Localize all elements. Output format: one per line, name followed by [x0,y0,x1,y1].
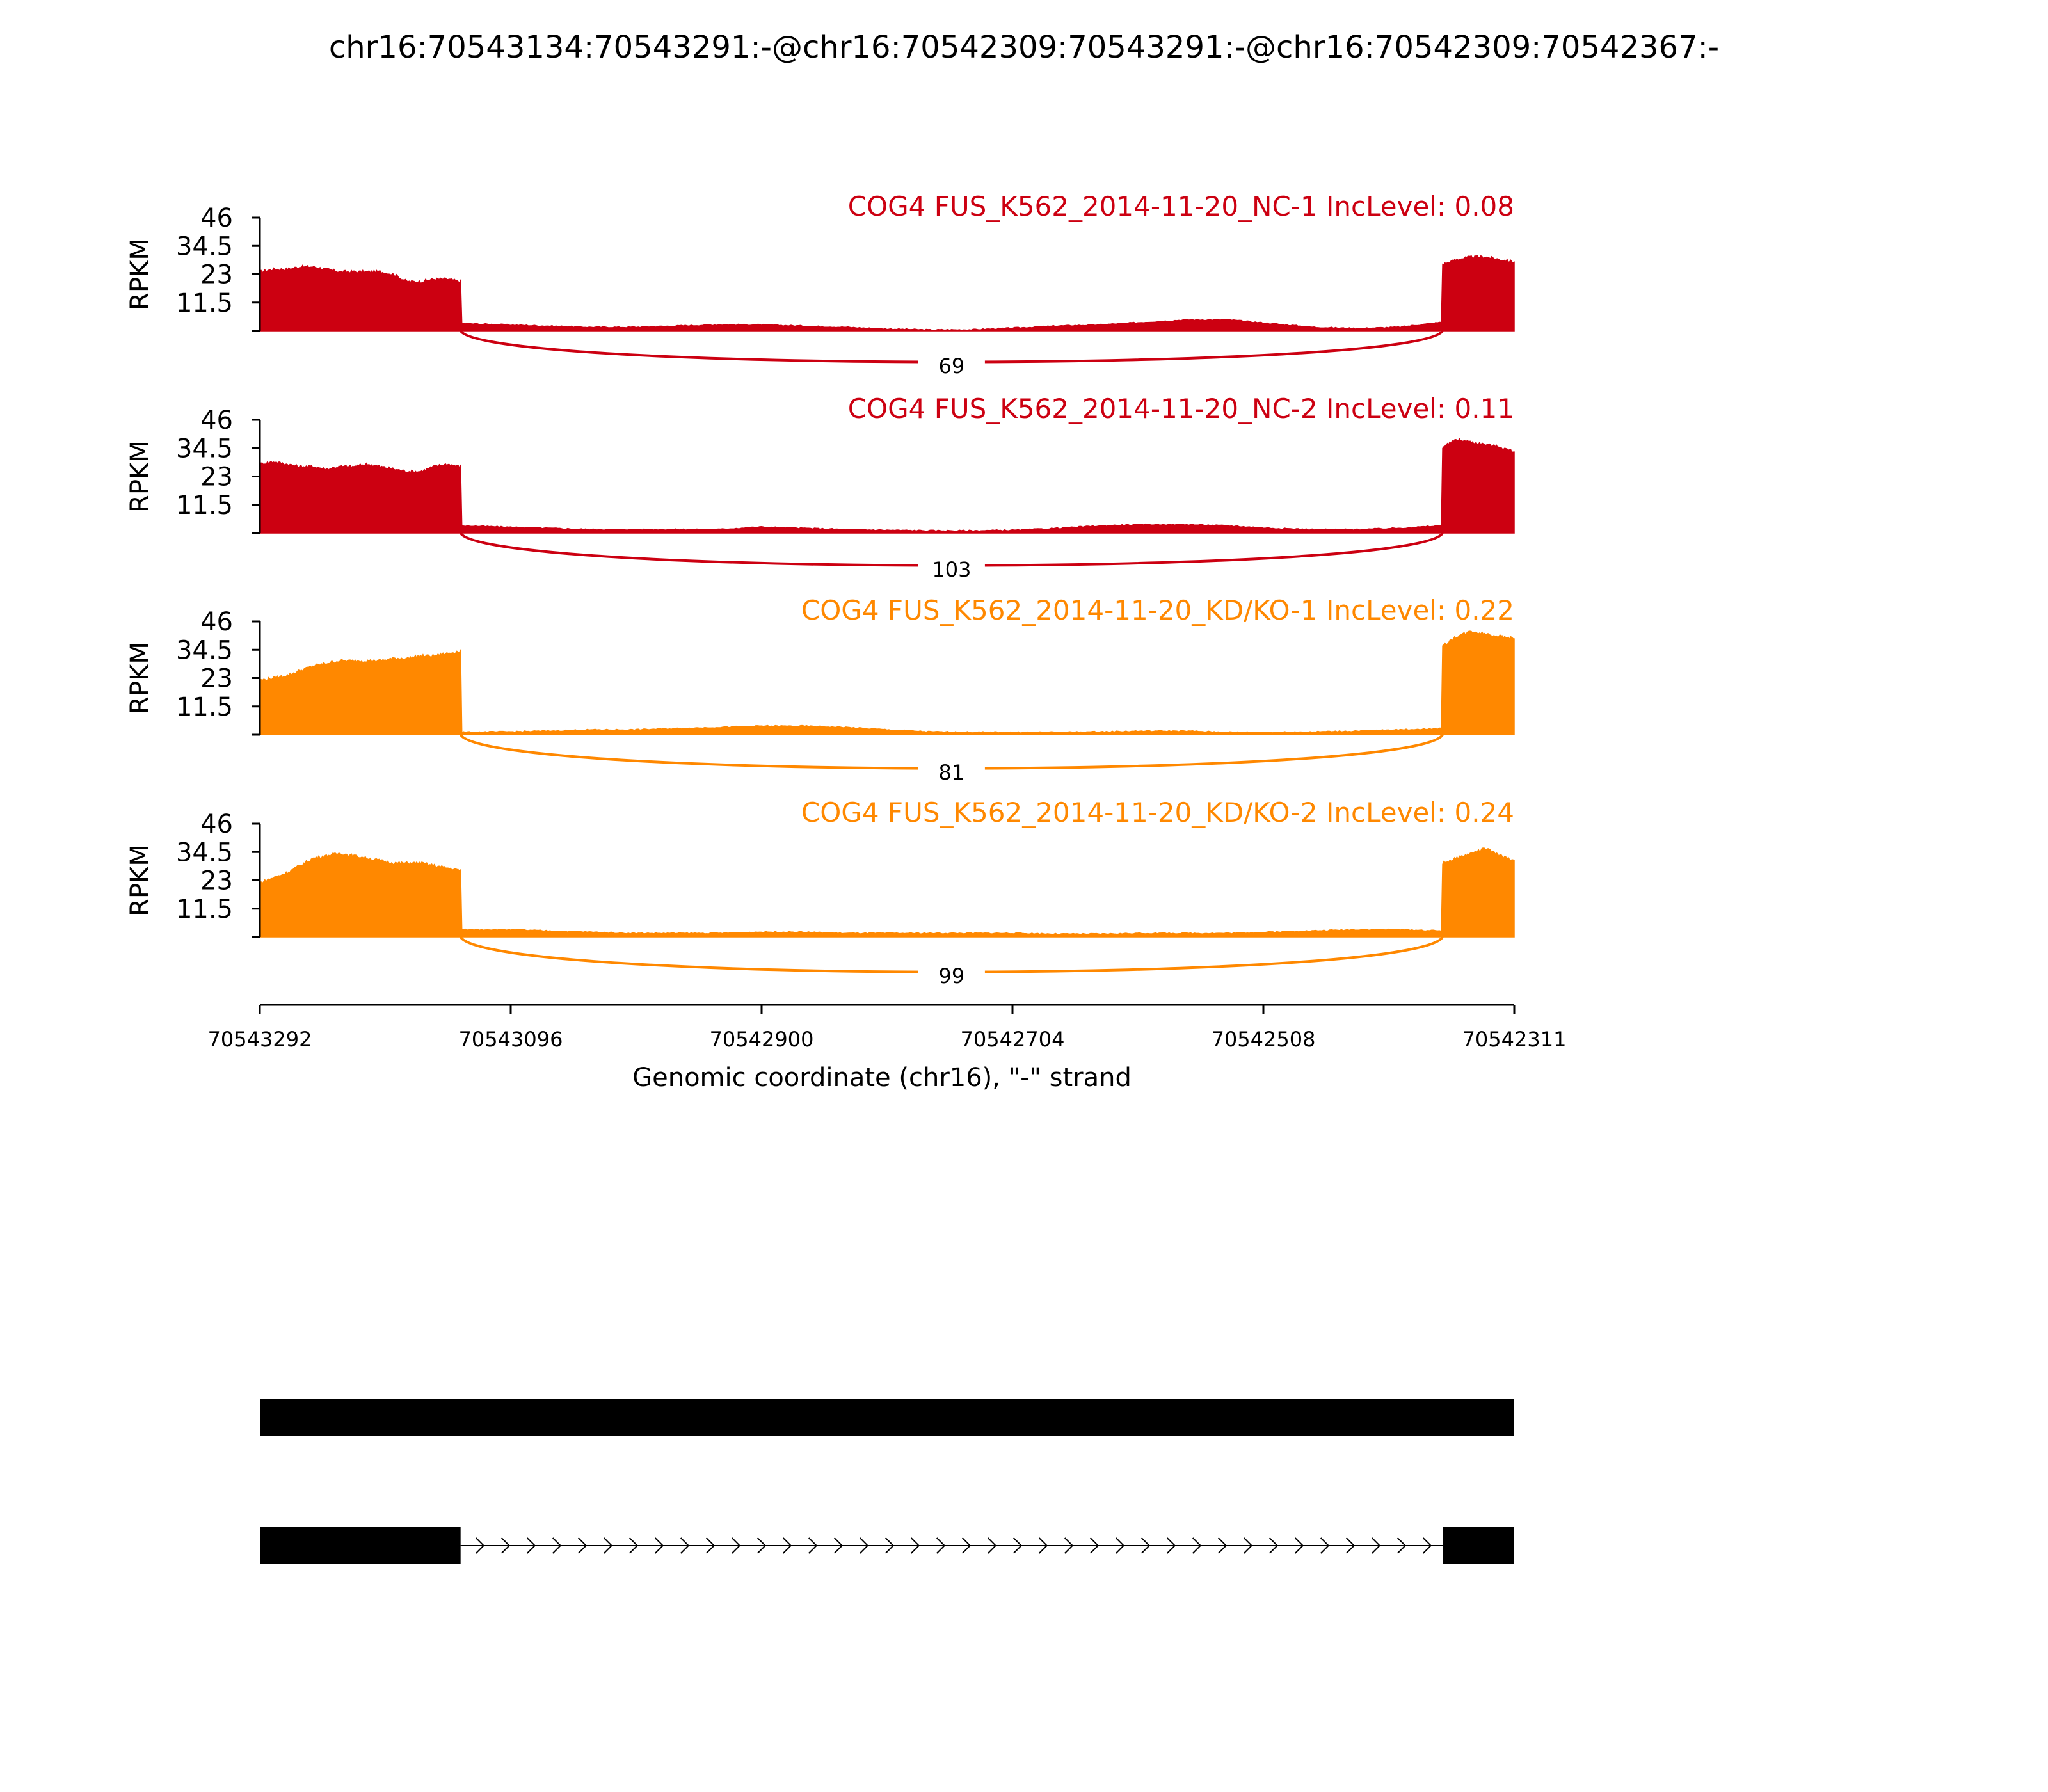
junction-count: 99 [938,964,965,988]
y-tick-label: 11.5 [175,490,233,520]
y-tick-label: 23 [200,664,233,694]
x-tick-label: 70542900 [709,1027,814,1052]
sample-label: COG4 FUS_K562_2014-11-20_NC-1 IncLevel: 0.08 [847,191,1514,222]
y-tick-label: 11.5 [175,692,233,722]
y-tick-label: 34.5 [175,636,233,666]
y-tick-label: 46 [200,810,233,839]
x-axis-label: Genomic coordinate (chr16), "-" strand [632,1063,1132,1092]
sample-label: COG4 FUS_K562_2014-11-20_KD/KO-2 IncLevel: 0.24 [801,797,1514,828]
y-tick-label: 34.5 [175,838,233,868]
x-tick-label: 70542704 [960,1027,1065,1052]
exon-block [1443,1527,1514,1564]
y-axis-label: RPKM [125,238,155,310]
y-tick-label: 11.5 [175,894,233,924]
y-tick-label: 46 [200,406,233,435]
y-tick-label: 46 [200,607,233,637]
y-tick-label: 23 [200,260,233,290]
y-axis-label: RPKM [125,440,155,513]
x-tick-label: 70542508 [1211,1027,1316,1052]
y-tick-label: 11.5 [175,288,233,318]
y-tick-label: 23 [200,866,233,896]
y-tick-label: 34.5 [175,232,233,262]
y-tick-label: 34.5 [175,434,233,464]
isoform-inclusion [260,1399,1514,1436]
y-axis-label: RPKM [125,642,155,714]
y-axis-label: RPKM [125,844,155,916]
junction-count: 69 [938,354,965,378]
x-tick-label: 70543292 [207,1027,312,1052]
exon-block [260,1399,1514,1436]
y-tick-label: 46 [200,204,233,233]
sample-label: COG4 FUS_K562_2014-11-20_KD/KO-1 IncLevel: 0.22 [801,595,1514,626]
junction-count: 81 [938,760,965,785]
x-tick-label: 70543096 [458,1027,563,1052]
figure-title: chr16:70543134:70543291:-@chr16:70542309:70543291:-@chr16:70542309:70542367:- [328,29,1720,65]
sample-label: COG4 FUS_K562_2014-11-20_NC-2 IncLevel: 0.11 [847,393,1514,424]
x-tick-label: 70542311 [1462,1027,1567,1052]
exon-block [260,1527,461,1564]
junction-count: 103 [932,557,972,582]
y-tick-label: 23 [200,462,233,492]
